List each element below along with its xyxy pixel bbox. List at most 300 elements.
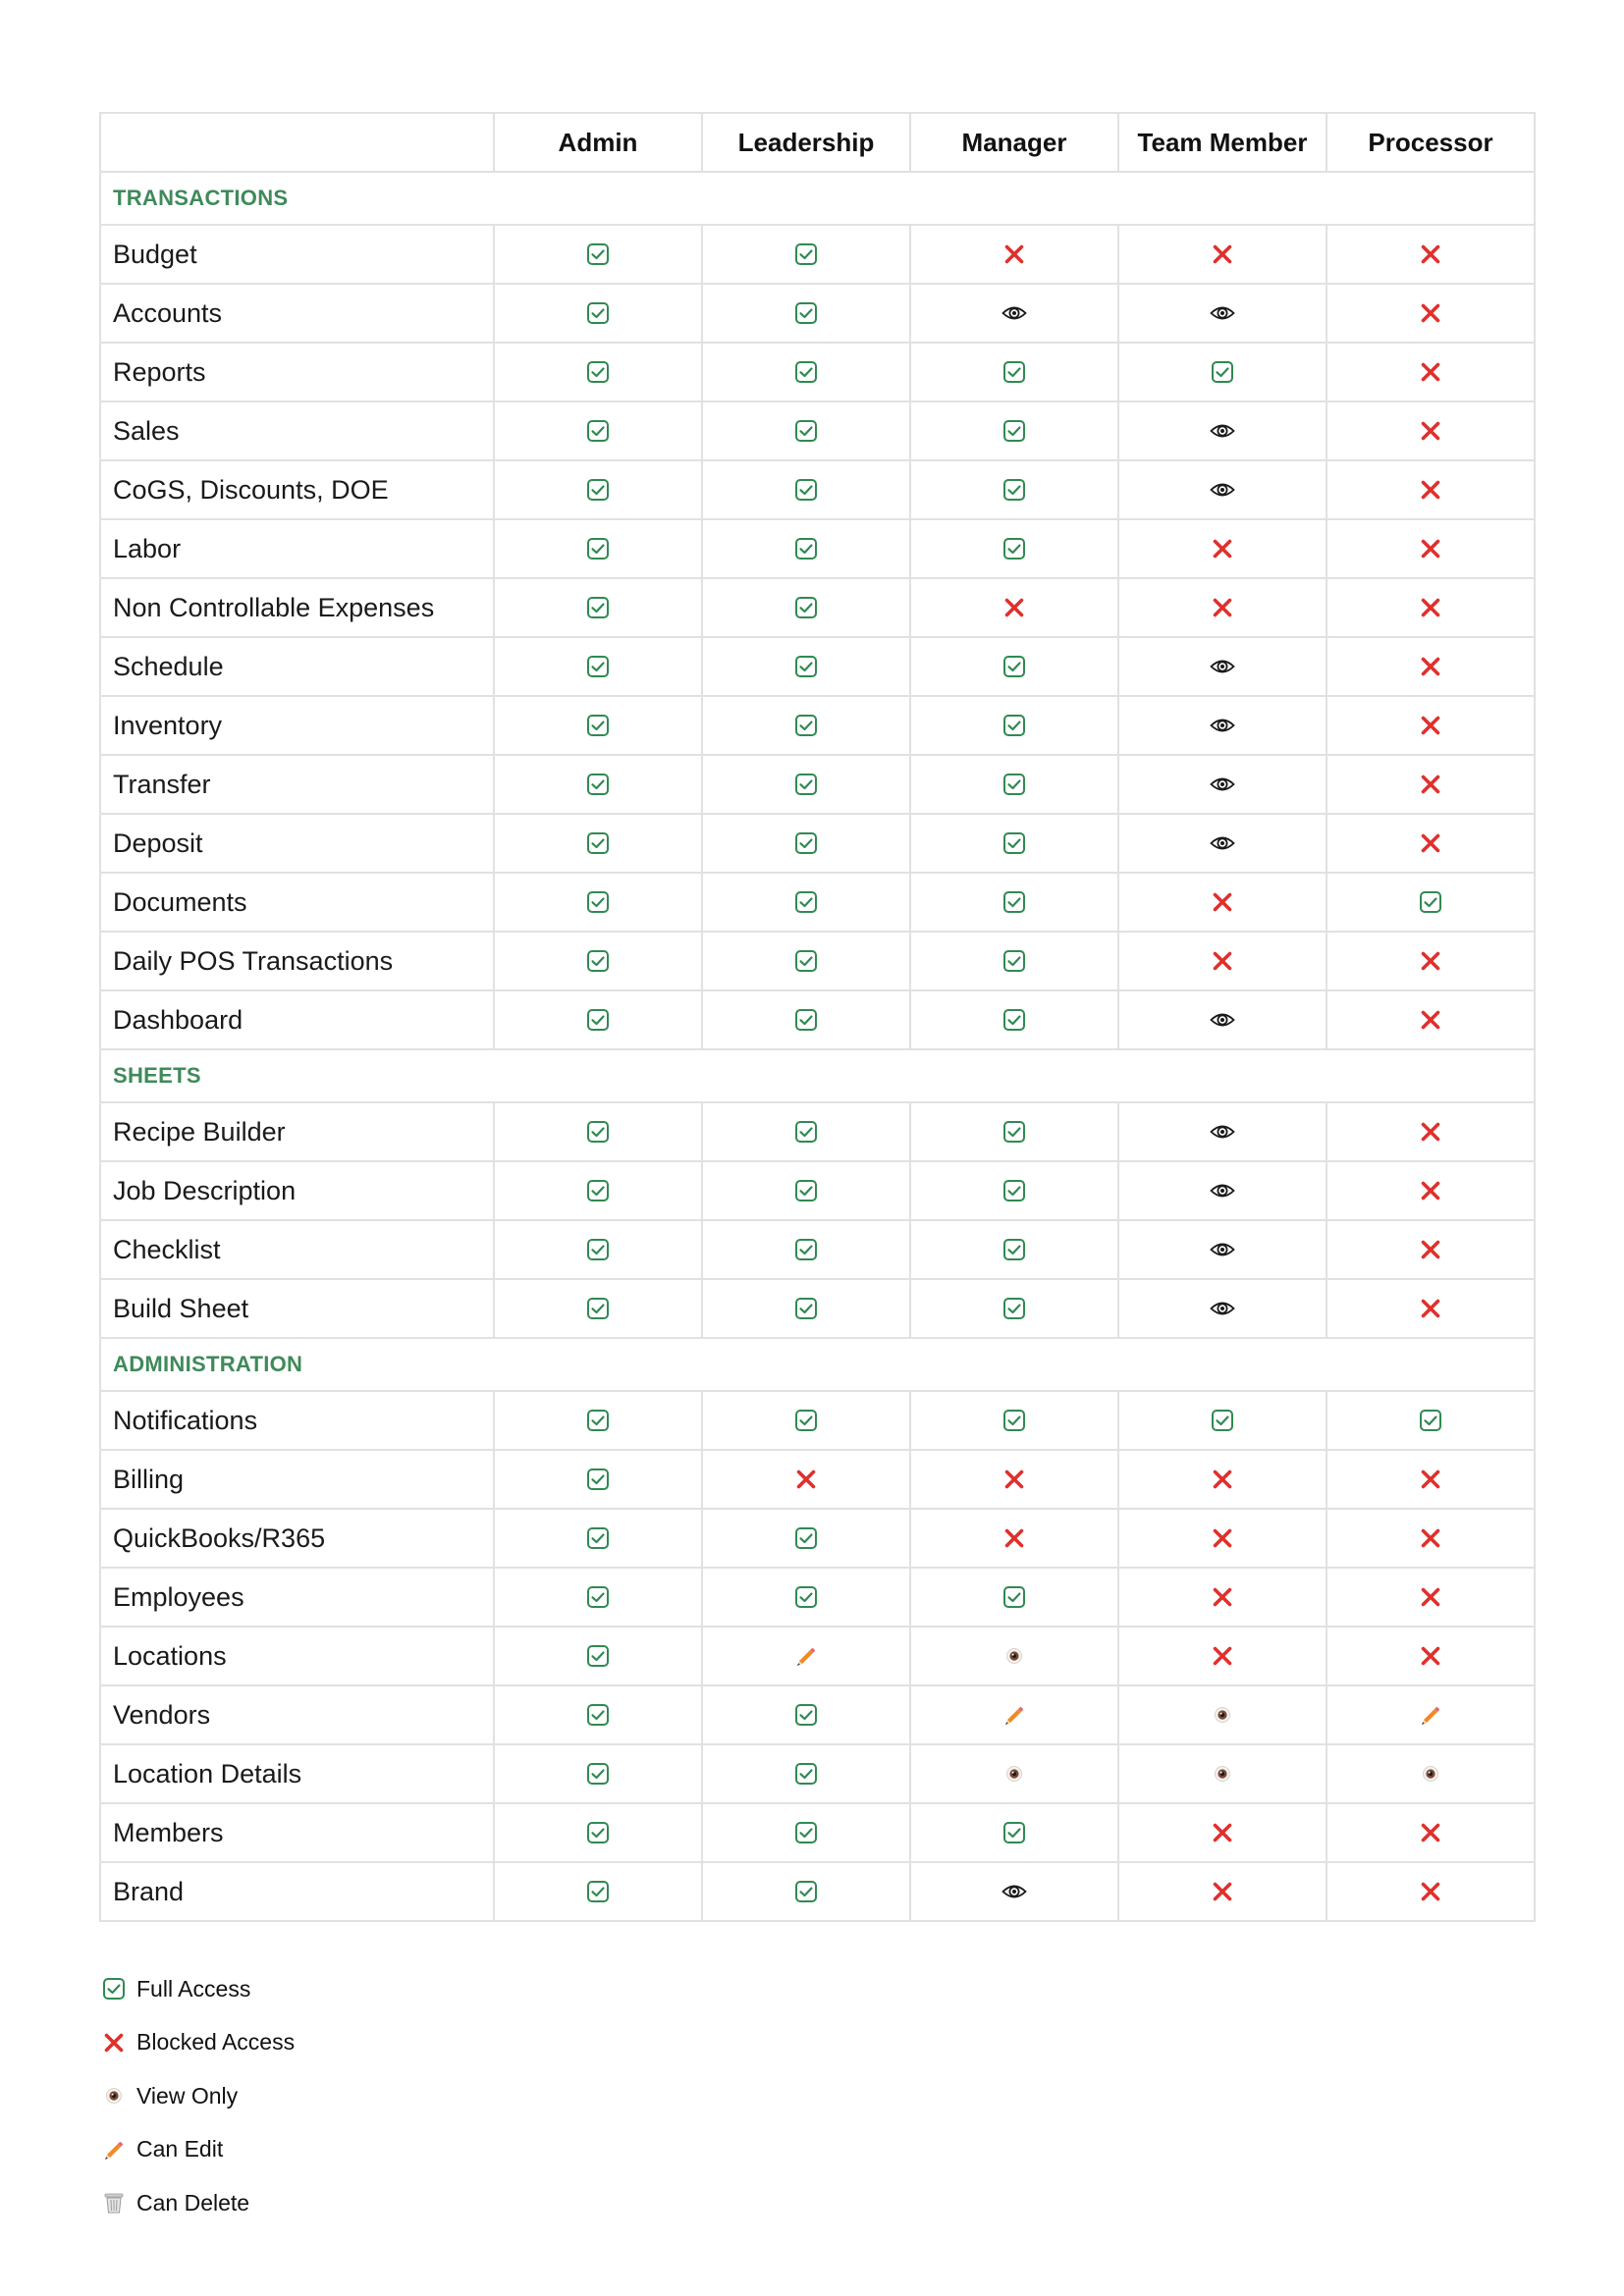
cross-icon — [1419, 1120, 1442, 1144]
permission-cell-leadership — [702, 578, 910, 637]
eye-outline-icon — [1210, 303, 1235, 323]
permission-cell-team-member — [1118, 519, 1326, 578]
permission-cell-leadership — [702, 755, 910, 814]
eye-icon — [1213, 1705, 1232, 1725]
permission-cell-leadership — [702, 1803, 910, 1862]
section-row-administration — [100, 1338, 1535, 1391]
table-row-employees — [100, 1568, 1535, 1627]
permission-cell-processor — [1326, 1509, 1535, 1568]
permission-cell-manager — [910, 401, 1118, 460]
permission-cell-admin — [494, 284, 702, 343]
check-icon — [794, 773, 818, 796]
permission-cell-team-member — [1118, 873, 1326, 932]
row-label: Members — [100, 1803, 494, 1862]
permission-cell-team-member — [1118, 637, 1326, 696]
cross-icon — [1419, 596, 1442, 619]
cross-icon — [1419, 537, 1442, 561]
permission-cell-admin — [494, 1803, 702, 1862]
check-icon — [586, 1238, 610, 1261]
table-row-checklist — [100, 1220, 1535, 1279]
check-icon — [794, 537, 818, 561]
permission-cell-processor — [1326, 990, 1535, 1049]
cross-icon — [1419, 1179, 1442, 1202]
eye-outline-icon — [1210, 774, 1235, 794]
eye-outline-icon — [1001, 303, 1027, 323]
permission-cell-manager — [910, 1627, 1118, 1685]
column-header-team-member: Team Member — [1118, 113, 1326, 172]
eye-outline-icon — [1210, 421, 1235, 441]
permission-cell-leadership — [702, 343, 910, 401]
table-row-job-description — [100, 1161, 1535, 1220]
permission-cell-processor — [1326, 1391, 1535, 1450]
check-icon — [586, 1762, 610, 1786]
legend-label: Can Edit — [136, 2136, 224, 2163]
check-icon — [586, 1409, 610, 1432]
cross-icon — [1419, 1526, 1442, 1550]
permission-cell-team-member — [1118, 932, 1326, 990]
cross-icon — [1419, 1585, 1442, 1609]
cross-icon — [1419, 773, 1442, 796]
check-icon — [1002, 655, 1026, 678]
check-icon — [586, 655, 610, 678]
permission-cell-admin — [494, 460, 702, 519]
cross-icon — [1211, 1880, 1234, 1903]
cross-icon — [1419, 1880, 1442, 1903]
check-icon — [794, 1821, 818, 1844]
check-icon — [794, 1703, 818, 1727]
permission-cell-processor — [1326, 1685, 1535, 1744]
check-icon — [1002, 1179, 1026, 1202]
legend-label: Can Delete — [136, 2189, 250, 2216]
permission-cell-admin — [494, 1862, 702, 1921]
permission-cell-leadership — [702, 460, 910, 519]
permission-cell-admin — [494, 696, 702, 755]
cross-icon — [1419, 714, 1442, 737]
eye-icon — [99, 2086, 129, 2106]
check-icon — [586, 1880, 610, 1903]
permission-cell-manager — [910, 873, 1118, 932]
check-icon — [794, 478, 818, 502]
permission-cell-leadership — [702, 519, 910, 578]
permission-cell-team-member — [1118, 343, 1326, 401]
check-icon — [794, 1526, 818, 1550]
permission-cell-admin — [494, 1509, 702, 1568]
cross-icon — [1419, 419, 1442, 443]
eye-icon — [1004, 1646, 1024, 1666]
permission-cell-team-member — [1118, 755, 1326, 814]
permission-cell-admin — [494, 1161, 702, 1220]
table-row-accounts — [100, 284, 1535, 343]
permission-cell-team-member — [1118, 1279, 1326, 1338]
cross-icon — [1211, 1821, 1234, 1844]
row-label: QuickBooks/R365 — [100, 1509, 494, 1568]
table-row-brand — [100, 1862, 1535, 1921]
permission-cell-admin — [494, 873, 702, 932]
permission-cell-manager — [910, 1450, 1118, 1509]
check-icon — [1002, 360, 1026, 384]
permission-cell-admin — [494, 401, 702, 460]
cross-icon — [1419, 478, 1442, 502]
permission-cell-manager — [910, 343, 1118, 401]
permission-cell-team-member — [1118, 696, 1326, 755]
cross-icon — [1211, 537, 1234, 561]
cross-icon — [1419, 1008, 1442, 1032]
table-row-budget — [100, 225, 1535, 284]
cross-icon — [1211, 890, 1234, 914]
check-icon — [586, 242, 610, 266]
permission-cell-team-member — [1118, 284, 1326, 343]
permission-cell-manager — [910, 1102, 1118, 1161]
permission-cell-manager — [910, 1509, 1118, 1568]
check-icon — [794, 890, 818, 914]
permission-cell-processor — [1326, 755, 1535, 814]
check-icon — [586, 1179, 610, 1202]
permission-cell-admin — [494, 990, 702, 1049]
cross-icon — [1211, 242, 1234, 266]
check-icon — [586, 478, 610, 502]
permission-cell-admin — [494, 1391, 702, 1450]
permission-cell-manager — [910, 932, 1118, 990]
check-icon — [794, 1008, 818, 1032]
row-label: Reports — [100, 343, 494, 401]
table-row-location-details — [100, 1744, 1535, 1803]
permission-cell-processor — [1326, 460, 1535, 519]
eye-outline-icon — [1001, 1882, 1027, 1901]
table-row-non-controllable-expenses — [100, 578, 1535, 637]
check-icon — [1002, 890, 1026, 914]
row-label: Inventory — [100, 696, 494, 755]
permission-cell-team-member — [1118, 1450, 1326, 1509]
check-icon — [586, 1585, 610, 1609]
permission-cell-leadership — [702, 401, 910, 460]
eye-outline-icon — [1210, 716, 1235, 735]
check-icon — [794, 714, 818, 737]
permission-cell-processor — [1326, 814, 1535, 873]
header-row — [100, 113, 1535, 172]
permission-cell-team-member — [1118, 990, 1326, 1049]
check-icon — [1002, 773, 1026, 796]
check-icon — [586, 596, 610, 619]
permission-cell-leadership — [702, 873, 910, 932]
legend-item-blocked-access — [99, 2016, 295, 2070]
table-row-cogs-discounts-doe — [100, 460, 1535, 519]
cross-icon — [1211, 949, 1234, 973]
eye-outline-icon — [1210, 1010, 1235, 1030]
row-label: Accounts — [100, 284, 494, 343]
permission-cell-manager — [910, 696, 1118, 755]
row-label: Deposit — [100, 814, 494, 873]
permission-cell-team-member — [1118, 814, 1326, 873]
check-icon — [586, 1821, 610, 1844]
column-header-manager: Manager — [910, 113, 1118, 172]
row-label: Location Details — [100, 1744, 494, 1803]
row-label: Vendors — [100, 1685, 494, 1744]
permission-cell-admin — [494, 343, 702, 401]
eye-icon — [1213, 1764, 1232, 1784]
permission-cell-manager — [910, 1279, 1118, 1338]
permission-cell-manager — [910, 578, 1118, 637]
cross-icon — [1419, 1468, 1442, 1491]
row-label: Notifications — [100, 1391, 494, 1450]
permission-cell-leadership — [702, 284, 910, 343]
check-icon — [586, 301, 610, 325]
cross-icon — [1002, 596, 1026, 619]
permission-cell-leadership — [702, 1568, 910, 1627]
eye-icon — [1421, 1764, 1440, 1784]
permission-cell-admin — [494, 1220, 702, 1279]
permission-cell-team-member — [1118, 1509, 1326, 1568]
check-icon — [1002, 419, 1026, 443]
legend-item-view-only — [99, 2069, 295, 2123]
permission-cell-leadership — [702, 932, 910, 990]
check-icon — [794, 596, 818, 619]
permission-cell-processor — [1326, 1161, 1535, 1220]
check-icon — [586, 890, 610, 914]
permission-cell-leadership — [702, 990, 910, 1049]
permission-cell-processor — [1326, 1220, 1535, 1279]
cross-icon — [99, 2031, 129, 2055]
cross-icon — [1002, 242, 1026, 266]
trash-icon — [99, 2191, 129, 2215]
permission-cell-leadership — [702, 1391, 910, 1450]
permission-cell-admin — [494, 578, 702, 637]
permission-cell-manager — [910, 1220, 1118, 1279]
row-label: Build Sheet — [100, 1279, 494, 1338]
permission-cell-leadership — [702, 637, 910, 696]
permission-cell-processor — [1326, 284, 1535, 343]
permission-cell-team-member — [1118, 225, 1326, 284]
permission-cell-leadership — [702, 1862, 910, 1921]
permission-cell-admin — [494, 932, 702, 990]
check-icon — [794, 419, 818, 443]
permission-cell-team-member — [1118, 578, 1326, 637]
row-label: Budget — [100, 225, 494, 284]
permission-cell-team-member — [1118, 1102, 1326, 1161]
check-icon — [586, 773, 610, 796]
cross-icon — [1419, 655, 1442, 678]
table-row-vendors — [100, 1685, 1535, 1744]
permission-cell-team-member — [1118, 1803, 1326, 1862]
permission-cell-processor — [1326, 873, 1535, 932]
legend-label: Full Access — [136, 1975, 251, 2002]
table-row-daily-pos-transactions — [100, 932, 1535, 990]
check-icon — [794, 1179, 818, 1202]
check-icon — [1419, 890, 1442, 914]
row-label: Labor — [100, 519, 494, 578]
permission-cell-processor — [1326, 1568, 1535, 1627]
eye-outline-icon — [1210, 1240, 1235, 1259]
permission-cell-admin — [494, 637, 702, 696]
check-icon — [1002, 1585, 1026, 1609]
eye-outline-icon — [1210, 1122, 1235, 1142]
permission-cell-processor — [1326, 225, 1535, 284]
permission-cell-processor — [1326, 578, 1535, 637]
permission-cell-admin — [494, 1450, 702, 1509]
permission-cell-manager — [910, 460, 1118, 519]
legend-item-full-access — [99, 1962, 295, 2016]
permission-cell-team-member — [1118, 460, 1326, 519]
check-icon — [794, 1880, 818, 1903]
table-row-schedule — [100, 637, 1535, 696]
permission-cell-admin — [494, 1279, 702, 1338]
permission-cell-processor — [1326, 1627, 1535, 1685]
eye-icon — [1004, 1764, 1024, 1784]
check-icon — [1002, 831, 1026, 855]
row-label: Job Description — [100, 1161, 494, 1220]
permission-cell-processor — [1326, 1450, 1535, 1509]
check-icon — [1002, 537, 1026, 561]
legend-label: Blocked Access — [136, 2029, 296, 2056]
check-icon — [586, 714, 610, 737]
table-row-sales — [100, 401, 1535, 460]
row-label: Schedule — [100, 637, 494, 696]
permissions-body — [100, 172, 1535, 1921]
check-icon — [1002, 1297, 1026, 1320]
permission-cell-processor — [1326, 1862, 1535, 1921]
permission-cell-processor — [1326, 696, 1535, 755]
permission-cell-admin — [494, 1568, 702, 1627]
check-icon — [99, 1977, 129, 2001]
cross-icon — [1419, 242, 1442, 266]
pencil-icon — [1419, 1703, 1442, 1727]
column-header-label — [100, 113, 494, 172]
check-icon — [794, 655, 818, 678]
eye-outline-icon — [1210, 657, 1235, 676]
eye-outline-icon — [1210, 833, 1235, 853]
table-row-quickbooks-r365 — [100, 1509, 1535, 1568]
section-row-transactions — [100, 172, 1535, 225]
column-header-leadership: Leadership — [702, 113, 910, 172]
check-icon — [794, 301, 818, 325]
cross-icon — [1419, 831, 1442, 855]
table-row-notifications — [100, 1391, 1535, 1450]
check-icon — [1002, 714, 1026, 737]
cross-icon — [1419, 949, 1442, 973]
cross-icon — [1419, 1297, 1442, 1320]
legend-label: View Only — [136, 2082, 239, 2109]
table-row-recipe-builder — [100, 1102, 1535, 1161]
section-title: ADMINISTRATION — [100, 1338, 1535, 1391]
pencil-icon — [1002, 1703, 1026, 1727]
permission-cell-leadership — [702, 1627, 910, 1685]
check-icon — [794, 1238, 818, 1261]
permission-cell-leadership — [702, 1450, 910, 1509]
table-row-billing — [100, 1450, 1535, 1509]
permission-cell-manager — [910, 225, 1118, 284]
cross-icon — [1211, 1644, 1234, 1668]
column-header-admin: Admin — [494, 113, 702, 172]
permission-cell-team-member — [1118, 1568, 1326, 1627]
legend-item-can-delete — [99, 2176, 295, 2230]
permission-cell-admin — [494, 519, 702, 578]
cross-icon — [1419, 360, 1442, 384]
check-icon — [1002, 1120, 1026, 1144]
permission-cell-leadership — [702, 696, 910, 755]
check-icon — [1002, 949, 1026, 973]
table-row-dashboard — [100, 990, 1535, 1049]
row-label: Dashboard — [100, 990, 494, 1049]
row-label: Locations — [100, 1627, 494, 1685]
cross-icon — [1211, 1526, 1234, 1550]
check-icon — [1002, 1008, 1026, 1032]
permission-cell-manager — [910, 1685, 1118, 1744]
permission-cell-leadership — [702, 1685, 910, 1744]
permission-cell-team-member — [1118, 1744, 1326, 1803]
cross-icon — [1419, 301, 1442, 325]
permission-cell-manager — [910, 1803, 1118, 1862]
permission-cell-admin — [494, 1744, 702, 1803]
permission-cell-leadership — [702, 1220, 910, 1279]
eye-outline-icon — [1210, 1299, 1235, 1318]
permission-cell-manager — [910, 1568, 1118, 1627]
permission-cell-processor — [1326, 343, 1535, 401]
check-icon — [794, 1585, 818, 1609]
permission-cell-team-member — [1118, 1220, 1326, 1279]
eye-outline-icon — [1210, 480, 1235, 500]
permission-cell-processor — [1326, 1803, 1535, 1862]
check-icon — [794, 242, 818, 266]
check-icon — [1211, 360, 1234, 384]
check-icon — [586, 1703, 610, 1727]
permission-cell-admin — [494, 225, 702, 284]
eye-outline-icon — [1210, 1181, 1235, 1201]
permission-cell-leadership — [702, 1744, 910, 1803]
row-label: Employees — [100, 1568, 494, 1627]
permission-cell-manager — [910, 990, 1118, 1049]
cross-icon — [1211, 1468, 1234, 1491]
check-icon — [794, 1120, 818, 1144]
permission-cell-manager — [910, 284, 1118, 343]
check-icon — [586, 949, 610, 973]
check-icon — [1211, 1409, 1234, 1432]
permission-cell-team-member — [1118, 1627, 1326, 1685]
permission-cell-team-member — [1118, 1685, 1326, 1744]
permission-cell-team-member — [1118, 401, 1326, 460]
table-row-reports — [100, 343, 1535, 401]
check-icon — [1002, 478, 1026, 502]
table-row-inventory — [100, 696, 1535, 755]
permission-cell-leadership — [702, 225, 910, 284]
check-icon — [586, 1526, 610, 1550]
check-icon — [586, 1120, 610, 1144]
permission-cell-admin — [494, 1102, 702, 1161]
row-label: Non Controllable Expenses — [100, 578, 494, 637]
permission-cell-processor — [1326, 1744, 1535, 1803]
check-icon — [794, 360, 818, 384]
row-label: Transfer — [100, 755, 494, 814]
check-icon — [794, 1297, 818, 1320]
row-label: Recipe Builder — [100, 1102, 494, 1161]
permission-cell-manager — [910, 1744, 1118, 1803]
check-icon — [586, 1468, 610, 1491]
check-icon — [794, 1409, 818, 1432]
check-icon — [794, 949, 818, 973]
permission-cell-processor — [1326, 1279, 1535, 1338]
check-icon — [586, 419, 610, 443]
pencil-icon — [99, 2138, 129, 2162]
cross-icon — [1419, 1644, 1442, 1668]
cross-icon — [1419, 1238, 1442, 1261]
check-icon — [586, 831, 610, 855]
permission-cell-leadership — [702, 1509, 910, 1568]
row-label: Checklist — [100, 1220, 494, 1279]
permission-cell-manager — [910, 1391, 1118, 1450]
permission-cell-admin — [494, 814, 702, 873]
table-row-locations — [100, 1627, 1535, 1685]
permission-cell-admin — [494, 755, 702, 814]
permission-cell-processor — [1326, 401, 1535, 460]
cross-icon — [794, 1468, 818, 1491]
